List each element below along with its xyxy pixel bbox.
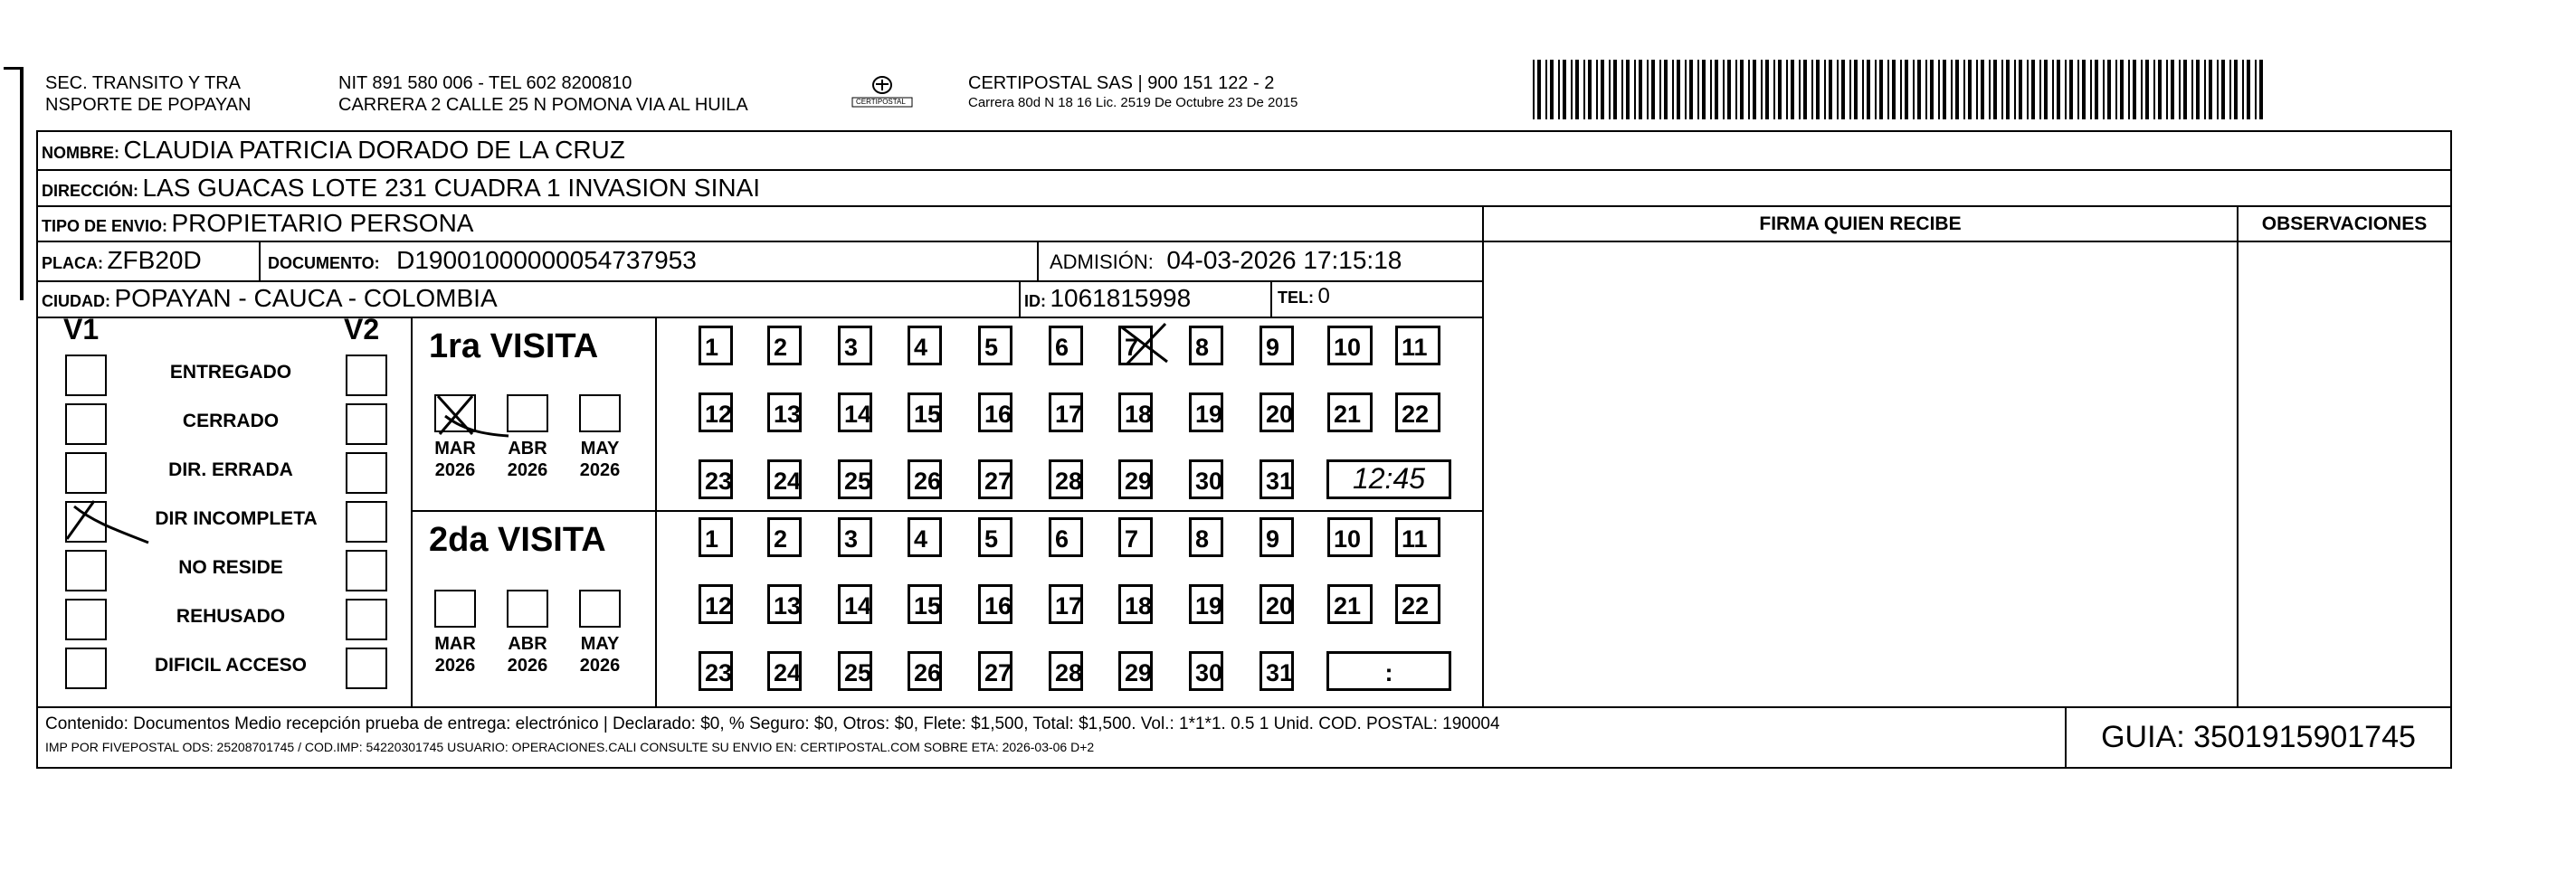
footer-guia: GUIA: 3501915901745 <box>2101 720 2416 754</box>
barcode-bar <box>1558 60 1560 119</box>
barcode-bar <box>1841 60 1845 119</box>
tipo-value: PROPIETARIO PERSONA <box>171 209 474 237</box>
v1-checkbox-cerrado[interactable] <box>65 403 107 445</box>
tel-value: 0 <box>1317 284 1330 308</box>
visit2-day-10[interactable]: 10 <box>1327 517 1373 557</box>
logo-text: CERTIPOSTAL <box>856 98 906 106</box>
barcode-bar <box>1689 60 1693 119</box>
nombre-field <box>42 136 625 165</box>
barcode-bar <box>1533 60 1535 119</box>
visit1-day-1[interactable]: 1 <box>699 326 733 365</box>
barcode-bar <box>1925 60 1927 119</box>
footer-content-line: Contenido: Documentos Medio recepción prueba de entrega: electrónico | Declarado: $0, % Seguro: $0, Otros: $0, Flete: $1,500, Total: $1,500. Vol.: 1*1*1. 0.5 1 Unid. COD. POSTAL: 190004 <box>45 714 1500 733</box>
barcode-bar <box>1930 60 1934 119</box>
barcode-bar <box>2255 60 2257 119</box>
barcode-bar <box>1837 60 1839 119</box>
visit1-day-22[interactable]: 22 <box>1395 392 1440 432</box>
visit2-month-mar <box>428 633 482 676</box>
barcode-bar <box>2196 60 2200 119</box>
visit1-day-24[interactable]: 24 <box>767 459 802 499</box>
nombre-value: CLAUDIA PATRICIA DORADO DE LA CRUZ <box>123 136 625 164</box>
margin-mark <box>20 67 24 300</box>
barcode-bar <box>1664 60 1668 119</box>
address-line: CARRERA 2 CALLE 25 N POMONA VIA AL HUILA <box>338 95 748 115</box>
barcode-bar <box>2031 60 2035 119</box>
visit2-day-5[interactable]: 5 <box>978 517 1012 557</box>
barcode-bar <box>1601 60 1604 119</box>
barcode-bar <box>1588 60 1592 119</box>
barcode-bar <box>1879 60 1883 119</box>
barcode-bar <box>2234 60 2238 119</box>
barcode-bar <box>1900 60 1902 119</box>
visit2-month-may-box[interactable] <box>579 590 621 628</box>
barcode-bar <box>1887 60 1889 119</box>
visit1-day-2[interactable]: 2 <box>767 326 802 365</box>
observaciones-title: OBSERVACIONES <box>2261 213 2428 234</box>
visit1-month-mar-year: 2026 <box>434 460 476 480</box>
barcode-bar <box>1550 60 1554 119</box>
barcode-bar <box>1786 60 1788 119</box>
visit2-month-abr-label: ABR <box>508 634 547 654</box>
visit2-day-27[interactable]: 27 <box>978 651 1012 691</box>
visit1-day-28[interactable]: 28 <box>1049 459 1083 499</box>
ciudad-label: CIUDAD: <box>42 292 110 310</box>
visit1-day-27[interactable]: 27 <box>978 459 1012 499</box>
barcode-bar <box>2153 60 2155 119</box>
visit2-day-2[interactable]: 2 <box>767 517 802 557</box>
visit2-month-abr-year: 2026 <box>507 656 548 676</box>
certi-info <box>968 72 1298 112</box>
barcode-bar <box>1626 60 1630 119</box>
barcode-bar <box>2006 60 2010 119</box>
barcode-bar <box>1727 60 1731 119</box>
v1-checkbox-rehusado[interactable] <box>65 599 107 640</box>
margin-mark-top <box>4 67 24 70</box>
barcode-bar <box>1609 60 1611 119</box>
barcode-bar <box>1563 60 1566 119</box>
firma-column <box>1482 205 2239 708</box>
barcode-bar <box>2107 60 2111 119</box>
status-cerrado: CERRADO <box>182 411 280 431</box>
visit1-day-31[interactable]: 31 <box>1259 459 1294 499</box>
v2-checkbox-cerrado[interactable] <box>346 403 387 445</box>
v2-checkbox-dir-errada[interactable] <box>346 452 387 494</box>
direccion-value: LAS GUACAS LOTE 231 CUADRA 1 INVASION SINAI <box>142 174 761 202</box>
visit1-day-7[interactable]: 7 <box>1118 326 1153 365</box>
certi-line-2: Carrera 80d N 18 16 Lic. 2519 De Octubre 23 De 2015 <box>968 95 1298 110</box>
barcode-bar <box>1993 60 1997 119</box>
visit1-day-16[interactable]: 16 <box>978 392 1012 432</box>
barcode-bar <box>2039 60 2041 119</box>
barcode-bar <box>1811 60 1813 119</box>
barcode-bar <box>2171 60 2174 119</box>
barcode-bar <box>1639 60 1642 119</box>
visit2-day-11[interactable]: 11 <box>1395 517 1440 557</box>
placa-field <box>42 246 202 275</box>
tel-field <box>1278 284 1330 309</box>
visit2-month-may-year: 2026 <box>579 656 621 676</box>
barcode-bar <box>2103 60 2105 119</box>
org-line-1: SEC. TRANSITO Y TRA <box>45 73 241 93</box>
barcode-bar <box>2247 60 2250 119</box>
visit2-day-15[interactable]: 15 <box>908 584 942 624</box>
admision-value: 04-03-2026 17:15:18 <box>1166 246 1402 274</box>
barcode-bar <box>2001 60 2003 119</box>
visit1-day-5[interactable]: 5 <box>978 326 1012 365</box>
visit2-day-21[interactable]: 21 <box>1327 584 1373 624</box>
visit1-day-17[interactable]: 17 <box>1049 392 1083 432</box>
nombre-label: NOMBRE: <box>42 144 119 162</box>
status-no-reside: NO RESIDE <box>178 557 283 578</box>
barcode-bar <box>1938 60 1940 119</box>
barcode-bar <box>2183 60 2187 119</box>
certi-line-1: CERTIPOSTAL SAS | 900 151 122 - 2 <box>968 73 1275 93</box>
barcode-bar <box>1583 60 1585 119</box>
barcode-bar <box>1816 60 1820 119</box>
barcode-bar <box>1854 60 1858 119</box>
barcode <box>1529 60 2271 123</box>
visit1-day-9[interactable]: 9 <box>1259 326 1294 365</box>
certipostal-logo <box>851 72 914 112</box>
id-field <box>1024 284 1191 313</box>
barcode-bar <box>1596 60 1598 119</box>
barcode-bar <box>1613 60 1617 119</box>
ciudad-value: POPAYAN - CAUCA - COLOMBIA <box>114 284 498 312</box>
observaciones-column <box>2237 205 2452 708</box>
barcode-bar <box>2027 60 2029 119</box>
barcode-bar <box>2166 60 2168 119</box>
visit1-day-11[interactable]: 11 <box>1395 326 1440 365</box>
org-line-2: NSPORTE DE POPAYAN <box>45 95 252 115</box>
id-label: ID: <box>1024 292 1046 310</box>
barcode-bar <box>1849 60 1851 119</box>
status-entregado: ENTREGADO <box>169 362 292 383</box>
barcode-bar <box>1545 60 1547 119</box>
barcode-bar <box>2065 60 2067 119</box>
documento-label: DOCUMENTO: <box>268 254 380 272</box>
visit2-day-18[interactable]: 18 <box>1118 584 1153 624</box>
barcode-bar <box>1761 60 1763 119</box>
status-rehusado: REHUSADO <box>176 606 286 627</box>
org-name <box>45 72 251 116</box>
barcode-bar <box>1659 60 1661 119</box>
barcode-bar <box>1913 60 1915 119</box>
visit1-day-19[interactable]: 19 <box>1189 392 1223 432</box>
visit1-day-6[interactable]: 6 <box>1049 326 1083 365</box>
barcode-bar <box>2145 60 2149 119</box>
barcode-bar <box>1672 60 1674 119</box>
barcode-bar <box>1917 60 1921 119</box>
barcode-bar <box>2209 60 2212 119</box>
tipo-label: TIPO DE ENVIO: <box>42 217 168 235</box>
visit1-day-4[interactable]: 4 <box>908 326 942 365</box>
barcode-bar <box>2044 60 2048 119</box>
barcode-bar <box>1710 60 1712 119</box>
barcode-bar <box>1715 60 1718 119</box>
v2-checkbox-entregado[interactable] <box>346 355 387 396</box>
visit1-time-box[interactable] <box>1326 459 1451 499</box>
barcode-bar <box>1773 60 1775 119</box>
placa-value: ZFB20D <box>107 246 202 274</box>
barcode-bar <box>2082 60 2086 119</box>
barcode-bar <box>2095 60 2098 119</box>
visit2-day-26[interactable]: 26 <box>908 651 942 691</box>
visit2-month-mar-year: 2026 <box>434 656 476 676</box>
barcode-bar <box>1951 60 1953 119</box>
barcode-bar <box>2229 60 2231 119</box>
v2-checkbox-no-reside[interactable] <box>346 550 387 591</box>
barcode-bar <box>1753 60 1756 119</box>
visit2-day-4[interactable]: 4 <box>908 517 942 557</box>
tel-label: TEL: <box>1278 288 1314 307</box>
v1-header: V1 <box>63 313 100 345</box>
barcode-bar <box>1875 60 1877 119</box>
barcode-bar <box>1989 60 1991 119</box>
visit1-day-15[interactable]: 15 <box>908 392 942 432</box>
visit2-day-12[interactable]: 12 <box>699 584 733 624</box>
visit1-month-mar-box[interactable] <box>434 394 476 432</box>
visit1-time: 12:45 <box>1352 462 1426 495</box>
direccion-field <box>42 174 760 203</box>
visit1-day-8[interactable]: 8 <box>1189 326 1223 365</box>
barcode-bar <box>1943 60 1946 119</box>
barcode-bar <box>1791 60 1794 119</box>
documento-value: D19001000000054737953 <box>396 246 697 274</box>
visit1-month-abr <box>500 438 555 481</box>
barcode-bar <box>2120 60 2124 119</box>
visit1-month-mar-label: MAR <box>434 439 476 459</box>
visit2-day-20[interactable]: 20 <box>1259 584 1294 624</box>
visit1-month-may-year: 2026 <box>579 460 621 480</box>
id-value: 1061815998 <box>1050 284 1192 312</box>
barcode-bar <box>1748 60 1750 119</box>
barcode-bar <box>2221 60 2225 119</box>
barcode-bar <box>1955 60 1959 119</box>
barcode-bar <box>1647 60 1649 119</box>
visit1-day-12[interactable]: 12 <box>699 392 733 432</box>
barcode-bar <box>1723 60 1725 119</box>
barcode-bar <box>2191 60 2193 119</box>
barcode-bar <box>1621 60 1623 119</box>
barcode-bar <box>2259 60 2263 119</box>
v2-header: V2 <box>344 313 380 345</box>
barcode-bar <box>2158 60 2162 119</box>
visit1-day-25[interactable]: 25 <box>838 459 872 499</box>
barcode-bar <box>1634 60 1636 119</box>
ciudad-field <box>42 284 498 313</box>
barcode-bar <box>1735 60 1737 119</box>
barcode-bar <box>1981 60 1984 119</box>
visit1-month-may-box[interactable] <box>579 394 621 432</box>
visit1-day-10[interactable]: 10 <box>1327 326 1373 365</box>
visit1-month-may <box>573 438 627 481</box>
barcode-bar <box>2090 60 2092 119</box>
nit-line: NIT 891 580 006 - TEL 602 8200810 <box>338 73 632 93</box>
visit2-day-16[interactable]: 16 <box>978 584 1012 624</box>
barcode-bar <box>1892 60 1896 119</box>
barcode-bar <box>2128 60 2130 119</box>
barcode-bar <box>1867 60 1870 119</box>
barcode-bar <box>2204 60 2206 119</box>
visit1-month-mar <box>428 438 482 481</box>
v2-checkbox-dificil-acceso[interactable] <box>346 648 387 689</box>
visit2-time-box[interactable] <box>1326 651 1451 691</box>
org-contact <box>338 72 748 116</box>
visit1-day-14[interactable]: 14 <box>838 392 872 432</box>
admision-field <box>1050 246 1402 275</box>
visit2-day-14[interactable]: 14 <box>838 584 872 624</box>
visit2-day-30[interactable]: 30 <box>1189 651 1223 691</box>
tipo-field <box>42 209 473 238</box>
visit1-day-20[interactable]: 20 <box>1259 392 1294 432</box>
visit1-day-18[interactable]: 18 <box>1118 392 1153 432</box>
visit2-month-mar-label: MAR <box>434 634 476 654</box>
visit2-day-17[interactable]: 17 <box>1049 584 1083 624</box>
footer-print-line: IMP POR FIVEPOSTAL ODS: 25208701745 / COD.IMP: 54220301745 USUARIO: OPERACIONES.CALI CONSULTE SU ENVIO EN: CERTIPOSTAL.COM SOBRE ETA: 2026-03-06 D+2 <box>45 740 1095 754</box>
barcode-bar <box>2069 60 2073 119</box>
v1-checkbox-no-reside[interactable] <box>65 550 107 591</box>
barcode-bar <box>2217 60 2219 119</box>
barcode-bar <box>1976 60 1978 119</box>
barcode-bar <box>2057 60 2060 119</box>
visit2-day-9[interactable]: 9 <box>1259 517 1294 557</box>
visit1-month-may-label: MAY <box>580 439 620 459</box>
barcode-bar <box>1697 60 1699 119</box>
visit1-day-13[interactable]: 13 <box>767 392 802 432</box>
visit2-month-may-label: MAY <box>580 634 620 654</box>
barcode-bar <box>1862 60 1864 119</box>
visit1-day-3[interactable]: 3 <box>838 326 872 365</box>
admision-label: ADMISIÓN: <box>1050 251 1154 273</box>
visit1-month-abr-label: ABR <box>508 439 547 459</box>
visit1-month-abr-year: 2026 <box>507 460 548 480</box>
status-dir-errada: DIR. ERRADA <box>168 459 293 480</box>
visit2-day-13[interactable]: 13 <box>767 584 802 624</box>
visit2-month-abr <box>500 633 555 676</box>
barcode-bar <box>1778 60 1782 119</box>
barcode-bar <box>1824 60 1826 119</box>
visit2-day-7[interactable]: 7 <box>1118 517 1153 557</box>
barcode-bar <box>1740 60 1744 119</box>
barcode-bar <box>1685 60 1687 119</box>
barcode-bar <box>1575 60 1579 119</box>
visit2-day-22[interactable]: 22 <box>1395 584 1440 624</box>
visit1-month-abr-box[interactable] <box>507 394 548 432</box>
barcode-bar <box>1702 60 1706 119</box>
visit2-day-6[interactable]: 6 <box>1049 517 1083 557</box>
v1-checkbox-entregado[interactable] <box>65 355 107 396</box>
barcode-bar <box>2019 60 2022 119</box>
barcode-bar <box>2077 60 2079 119</box>
visit2-day-23[interactable]: 23 <box>699 651 733 691</box>
visit2-day-3[interactable]: 3 <box>838 517 872 557</box>
visit1-day-26[interactable]: 26 <box>908 459 942 499</box>
visit2-day-24[interactable]: 24 <box>767 651 802 691</box>
visit2-month-may <box>573 633 627 676</box>
visit2-day-19[interactable]: 19 <box>1189 584 1223 624</box>
visit2-day-8[interactable]: 8 <box>1189 517 1223 557</box>
barcode-bar <box>1968 60 1972 119</box>
v1-checkbox-dir-errada[interactable] <box>65 452 107 494</box>
visit2-month-abr-box[interactable] <box>507 590 548 628</box>
visit2-day-31[interactable]: 31 <box>1259 651 1294 691</box>
status-dir-incompleta: DIR INCOMPLETA <box>155 508 318 529</box>
visit2-month-mar-box[interactable] <box>434 590 476 628</box>
barcode-bar <box>2014 60 2016 119</box>
visit1-title: 1ra VISITA <box>429 327 599 365</box>
visit2-day-1[interactable]: 1 <box>699 517 733 557</box>
barcode-bar <box>1963 60 1965 119</box>
visit2-day-29[interactable]: 29 <box>1118 651 1153 691</box>
visit1-day-23[interactable]: 23 <box>699 459 733 499</box>
v1-checkbox-dir-incompleta[interactable] <box>65 501 107 543</box>
barcode-bar <box>1803 60 1807 119</box>
barcode-bar <box>2242 60 2244 119</box>
visit1-day-29[interactable]: 29 <box>1118 459 1153 499</box>
v2-checkbox-rehusado[interactable] <box>346 599 387 640</box>
barcode-bar <box>2179 60 2181 119</box>
status-dificil-acceso: DIFICIL ACCESO <box>154 655 307 676</box>
v1-checkbox-dificil-acceso[interactable] <box>65 648 107 689</box>
v2-checkbox-dir-incompleta[interactable] <box>346 501 387 543</box>
barcode-bar <box>1651 60 1655 119</box>
barcode-bar <box>2141 60 2143 119</box>
visit2-time: : <box>1384 659 1393 686</box>
visit1-day-21[interactable]: 21 <box>1327 392 1373 432</box>
documento-field <box>268 246 697 275</box>
barcode-bar <box>1905 60 1908 119</box>
barcode-bar <box>2052 60 2054 119</box>
placa-label: PLACA: <box>42 254 103 272</box>
barcode-bar <box>1799 60 1801 119</box>
visit2-title: 2da VISITA <box>429 521 606 559</box>
barcode-bar <box>1677 60 1680 119</box>
barcode-bar <box>1571 60 1573 119</box>
barcode-bar <box>2115 60 2117 119</box>
visit2-day-28[interactable]: 28 <box>1049 651 1083 691</box>
barcode-bar <box>1537 60 1541 119</box>
visit1-day-30[interactable]: 30 <box>1189 459 1223 499</box>
barcode-bar <box>2133 60 2136 119</box>
direccion-label: DIRECCIÓN: <box>42 182 138 200</box>
firma-title: FIRMA QUIEN RECIBE <box>1759 213 1962 234</box>
visit2-day-25[interactable]: 25 <box>838 651 872 691</box>
barcode-bar <box>1829 60 1832 119</box>
barcode-bar <box>1765 60 1769 119</box>
